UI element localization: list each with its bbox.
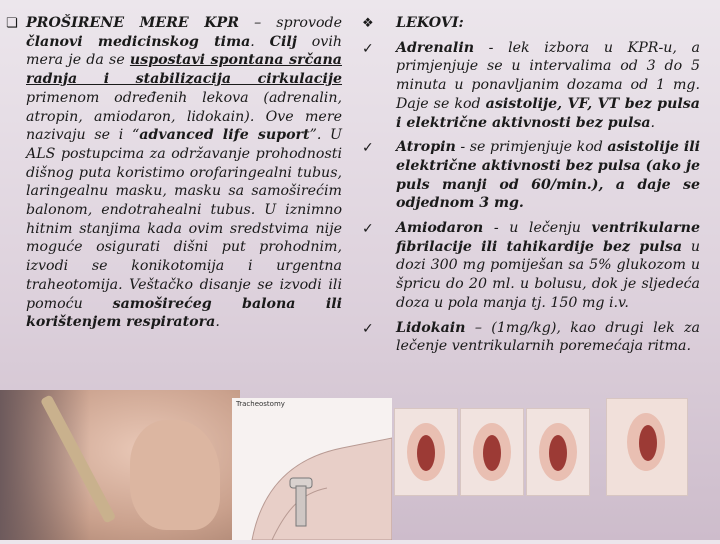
text-run: . bbox=[250, 33, 270, 50]
text-run: uspostavi spontana srčana radnja i stabilizacija cirkulacije bbox=[26, 52, 342, 88]
drugs-title: LEKOVI: bbox=[396, 15, 464, 31]
illustration-label: Tracheostomy bbox=[236, 400, 285, 408]
als-body bbox=[26, 15, 342, 330]
check-icon: ✓ bbox=[362, 221, 374, 238]
text-run: u dozi 300 mg pomiješan sa 5% glukozom u špricu do 20 ml. u bolusu, dok je sljedeća doza u pola manja tj. 150 mg i.v. bbox=[396, 238, 700, 311]
text-run: Adrenalin bbox=[396, 39, 475, 56]
drugs-heading bbox=[360, 14, 700, 33]
check-icon: ✓ bbox=[362, 40, 374, 57]
text-run: - u lečenju bbox=[483, 220, 592, 237]
incision-panel-4 bbox=[606, 398, 688, 496]
drug-text bbox=[396, 219, 700, 313]
als-text bbox=[26, 14, 342, 332]
checkbox-bullet-icon: ❏ bbox=[6, 16, 18, 31]
text-run: asistolije ili električne aktivnosti bez pulsa (ako je puls manji od 60/min.), a daje se odjednom 3 mg. bbox=[396, 139, 701, 212]
text-run: - se primjenjuje kod bbox=[455, 139, 608, 156]
text-run: ovih mera je da se bbox=[26, 33, 342, 69]
text-run: asistolije, VF, VT bez pulsa i električne aktivnosti bez pulsa bbox=[396, 95, 700, 131]
text-run: . bbox=[650, 114, 656, 131]
incision-panel-2 bbox=[460, 408, 524, 496]
incision-panel-1 bbox=[394, 408, 458, 496]
tracheostomy-illustration bbox=[232, 398, 392, 540]
text-run: . bbox=[215, 314, 220, 331]
text-run: – sprovode bbox=[239, 15, 342, 31]
text-run: advanced life suport bbox=[139, 127, 310, 144]
photo-hand bbox=[130, 420, 220, 530]
text-run: ventrikularne fibrilacije ili tahikardije bez pulsa bbox=[396, 220, 700, 255]
als-title: PROŠIRENE MERE KPR bbox=[26, 15, 240, 31]
check-icon: ✓ bbox=[362, 320, 374, 337]
incision-panel-3 bbox=[526, 408, 590, 496]
left-column bbox=[6, 14, 342, 332]
text-run: Atropin bbox=[396, 139, 456, 156]
text-run: Amiodaron bbox=[396, 220, 484, 237]
text-run: – (1mg/kg), kao drugi lek za lečenje ventrikularnih poremećaja ritma. bbox=[396, 319, 700, 355]
text-run: Cilj bbox=[269, 33, 297, 50]
text-run: ”. U ALS postupcima za održavanje prohodnosti dišnog puta koristimo orofaringealni tubus, laringealnu masku, masku sa samoširećim balonom, endotrahealni tubus. U iznimno hitnim stanjima kada ovim sredstvima nije moguće osigurati dišni put prohodnim, izvodi se konikotomija i urgentna traheotomija. Veštačko disanje se izvodi ili pomoću bbox=[26, 127, 343, 312]
check-icon: ✓ bbox=[362, 140, 374, 157]
drug-text bbox=[396, 319, 700, 356]
text-run: Lidokain bbox=[396, 319, 466, 336]
text-run: primenom određenih lekova (adrenalin, atropin, amiodaron, lidokain). Ove mere nazivaju se i “ bbox=[26, 89, 342, 144]
drug-text bbox=[396, 138, 700, 213]
drug-text bbox=[396, 39, 700, 133]
tracheostomy-drawing bbox=[232, 398, 392, 540]
diamond-bullet-icon: ❖ bbox=[362, 16, 374, 31]
right-column bbox=[360, 14, 700, 356]
intubation-photo bbox=[0, 390, 240, 540]
text-run: - lek izbora u KPR-u, a primjenjuje se u intervalima od 3 do 5 minuta u ponavljanim dozama od 1 mg. Daje se kod bbox=[396, 39, 700, 112]
drug-item-atropin bbox=[360, 138, 700, 213]
als-paragraph bbox=[6, 14, 342, 332]
drug-item-adrenalin bbox=[360, 39, 700, 133]
text-run: samoširećeg balona ili korištenjem respiratora bbox=[26, 295, 342, 331]
text-run: članovi medicinskog tima bbox=[26, 33, 251, 50]
drug-item-amiodaron bbox=[360, 219, 700, 313]
drug-item-lidokain bbox=[360, 319, 700, 356]
